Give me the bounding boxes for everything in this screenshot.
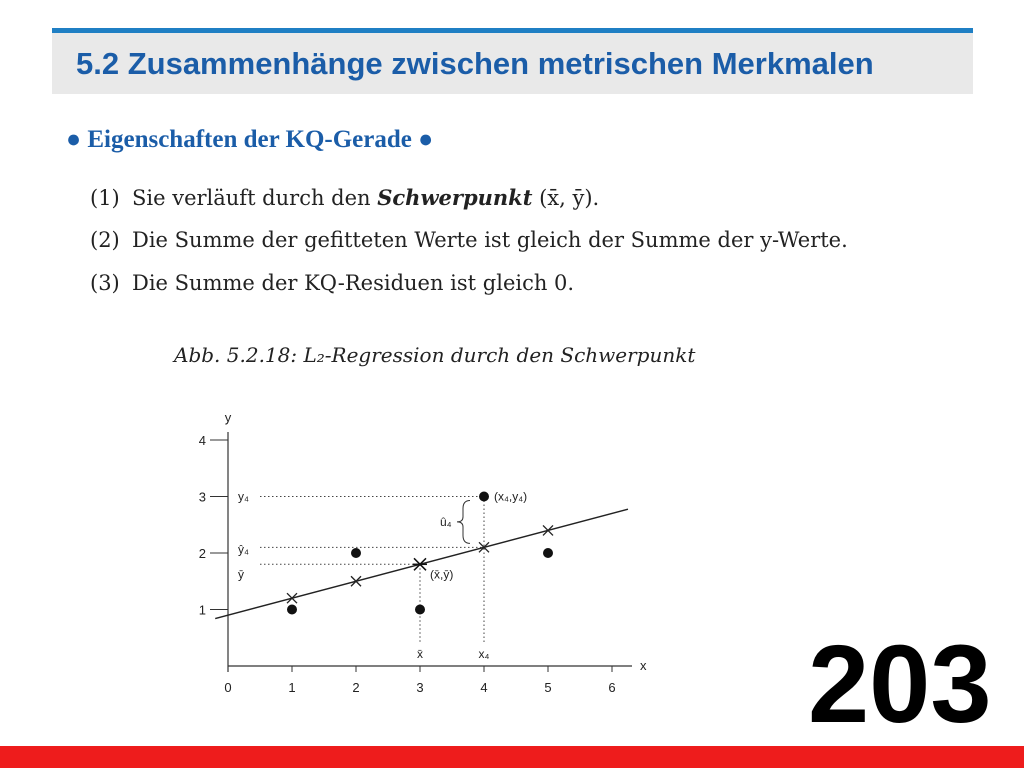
property-item [90, 271, 848, 314]
point4-label: (x₄,y₄) [494, 489, 528, 504]
property-emphasis: Schwerpunkt [377, 185, 533, 210]
y-tick-label: 2 [198, 546, 206, 561]
chart-marks [287, 489, 553, 615]
x-tick-label: 5 [544, 680, 552, 695]
property-item [90, 185, 848, 228]
x-tick-label: 2 [352, 680, 360, 695]
x-tick-label: 4 [480, 680, 488, 695]
fitted-point [351, 576, 361, 586]
property-text: Die Summe der gefitteten Werte ist gleich der Summe der y-Werte. [132, 228, 848, 252]
property-text: Sie verläuft durch den [132, 186, 378, 210]
properties-list [90, 185, 848, 314]
x4-label: x₄ [478, 647, 490, 661]
y4hat-label: ŷ₄ [238, 542, 249, 557]
ybar-label: ȳ [238, 567, 244, 582]
y4-label: y₄ [238, 489, 249, 504]
y-axis-label: y [224, 410, 232, 425]
page-number: 203 [808, 623, 992, 746]
property-item [90, 228, 848, 271]
fitted-point [287, 593, 297, 603]
chart-labels [238, 490, 527, 662]
slide-title: 5.2 Zusammenhänge zwischen metrischen Merkmalen [76, 46, 874, 81]
x-axis-label: x [640, 658, 647, 673]
observed-point [351, 548, 361, 558]
u4hat-label: û₄ [440, 514, 452, 529]
observed-point [479, 492, 489, 502]
fitted-point [543, 525, 553, 535]
footer-bar [0, 746, 1024, 768]
property-text: Die Summe der KQ-Residuen ist gleich 0. [132, 271, 575, 295]
property-number: (1) [90, 186, 120, 210]
title-bar [52, 28, 973, 94]
figure-caption: Abb. 5.2.18: L₂-Regression durch den Schwerpunkt [174, 343, 696, 367]
section-heading: ● Eigenschaften der KQ-Gerade ● [66, 126, 434, 153]
y-tick-label: 1 [198, 602, 206, 618]
property-number: (2) [90, 228, 120, 252]
x-tick-label: 3 [416, 680, 424, 695]
property-number: (3) [90, 271, 120, 295]
property-text: (x̄, ȳ). [532, 186, 600, 210]
centroid-label: (x̄,ȳ) [430, 567, 454, 582]
observed-point [287, 605, 297, 615]
xbar-label: x̄ [417, 647, 423, 661]
regression-plot [180, 390, 660, 715]
x-tick-label: 1 [288, 680, 296, 695]
residual-brace [457, 501, 470, 544]
observed-point [415, 605, 425, 615]
x-tick-label: 6 [608, 680, 616, 695]
observed-point [543, 548, 553, 558]
x-tick-label: 0 [224, 680, 232, 695]
y-tick-label: 3 [198, 489, 206, 505]
regression-chart [180, 390, 660, 710]
y-tick-label: 4 [198, 433, 206, 448]
